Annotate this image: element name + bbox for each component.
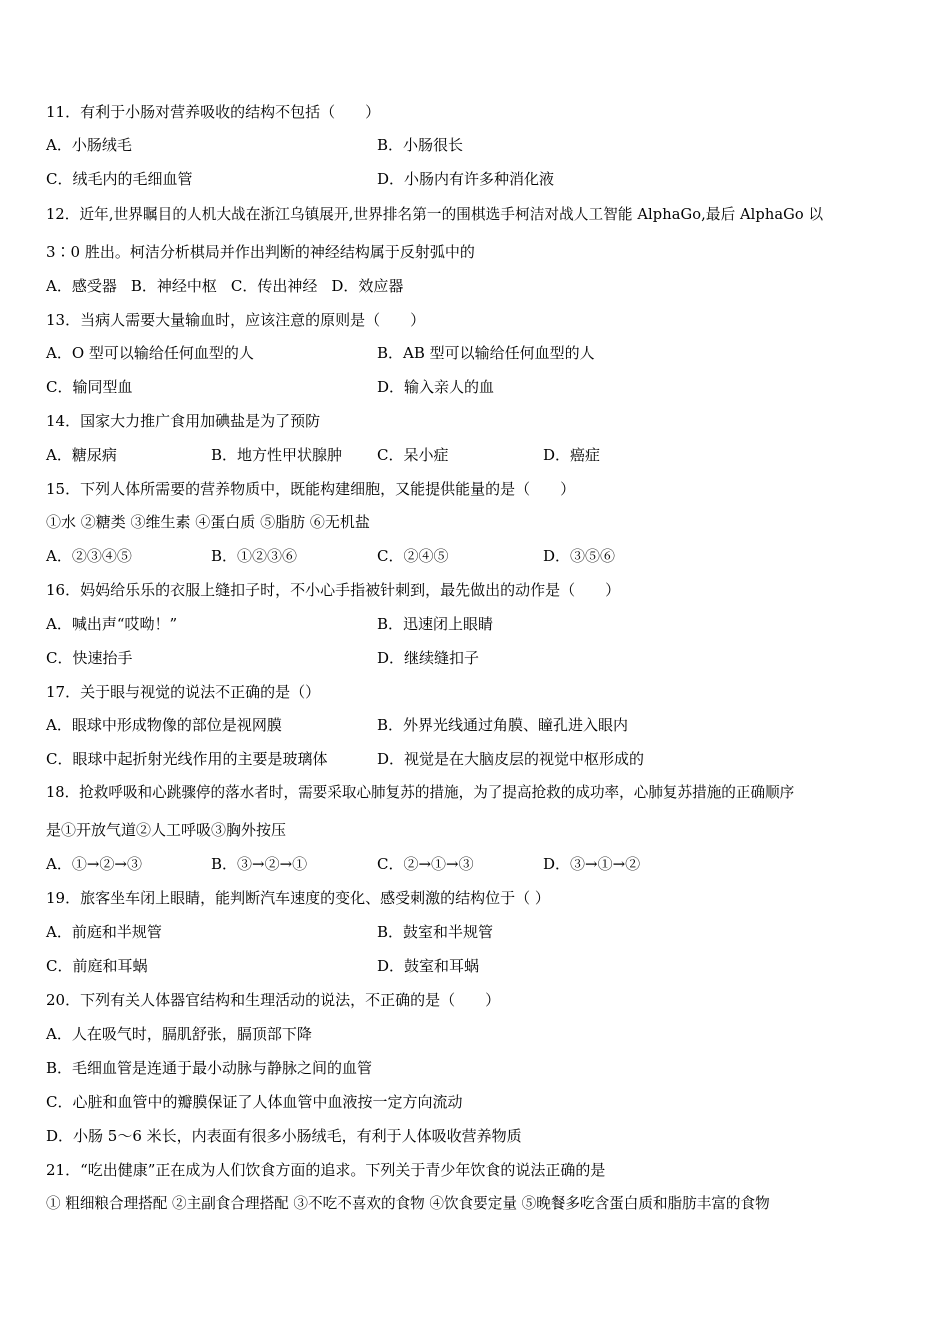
- question-20-stem: 20．下列有关人体器官结构和生理活动的说法，不正确的是（ ）: [46, 991, 501, 1009]
- question-13-option-a: A．O 型可以输给任何血型的人: [46, 344, 254, 362]
- question-17-option-b: B．外界光线通过角膜、瞳孔进入眼内: [377, 716, 629, 734]
- question-16-option-c: C．快速抬手: [46, 649, 133, 667]
- question-18-stem-line1: 18．抢救呼吸和心跳骤停的落水者时，需要采取心肺复苏的措施，为了提高抢救的成功率，心肺复苏措施的正确顺序: [46, 784, 795, 801]
- question-14-option-d: D．癌症: [543, 446, 601, 464]
- question-15-items: ①水 ②糖类 ③维生素 ④蛋白质 ⑤脂肪 ⑥无机盐: [46, 513, 370, 531]
- question-12-option-b: B．神经中枢: [130, 277, 217, 295]
- question-15-option-d: D．③⑤⑥: [543, 547, 616, 565]
- question-20-option-c: C．心脏和血管中的瓣膜保证了人体血管中血液按一定方向流动: [46, 1093, 463, 1111]
- question-13-option-c: C．输同型血: [46, 378, 133, 396]
- question-16-option-a: A．喊出声“哎呦！”: [46, 615, 178, 633]
- question-14-option-b: B．地方性甲状腺肿: [211, 446, 343, 464]
- question-12-stem-line1: 12．近年,世界瞩目的人机大战在浙江乌镇展开,世界排名第一的围棋选手柯洁对战人工智能 AlphaGo,最后 AlphaGo 以: [46, 206, 824, 223]
- question-16-options-row1: [46, 612, 906, 636]
- question-13-options-row2: [46, 375, 906, 399]
- question-17-option-c: C．眼球中起折射光线作用的主要是玻璃体: [46, 750, 328, 768]
- question-14-options: [46, 443, 906, 467]
- question-17-options-row1: [46, 713, 906, 737]
- question-18-option-a: A．①→②→③: [46, 855, 142, 873]
- question-16-options-row2: [46, 646, 906, 670]
- question-15-option-a: A．②③④⑤: [46, 547, 132, 565]
- question-12-option-a: A．感受器: [46, 277, 117, 295]
- question-11-options-row1: [46, 133, 906, 157]
- question-12-stem-line2: 3∶0 胜出。柯洁分析棋局并作出判断的神经结构属于反射弧中的: [46, 243, 475, 261]
- question-18-option-c: C．②→①→③: [377, 855, 474, 873]
- question-19-option-d: D．鼓室和耳蜗: [377, 957, 480, 975]
- question-16-option-b: B．迅速闭上眼睛: [377, 615, 494, 633]
- question-11-option-c: C．绒毛内的毛细血管: [46, 170, 193, 188]
- question-16-option-d: D．继续缝扣子: [377, 649, 480, 667]
- question-15-stem: 15．下列人体所需要的营养物质中，既能构建细胞，又能提供能量的是（ ）: [46, 480, 576, 498]
- question-19-option-a: A．前庭和半规管: [46, 923, 162, 941]
- question-20-option-b: B．毛细血管是连通于最小动脉与静脉之间的血管: [46, 1059, 373, 1077]
- question-18-option-b: B．③→②→①: [211, 855, 308, 873]
- question-11-option-b: B．小肠很长: [377, 136, 464, 154]
- question-11-option-d: D．小肠内有许多种消化液: [377, 170, 555, 188]
- question-18-option-d: D．③→①→②: [543, 855, 641, 873]
- question-19-option-c: C．前庭和耳蜗: [46, 957, 148, 975]
- question-12-options: [46, 274, 417, 298]
- question-17-option-a: A．眼球中形成物像的部位是视网膜: [46, 716, 282, 734]
- question-17-option-d: D．视觉是在大脑皮层的视觉中枢形成的: [377, 750, 645, 768]
- question-19-options-row1: [46, 920, 906, 944]
- question-18-options: [46, 852, 906, 876]
- question-16-stem: 16．妈妈给乐乐的衣服上缝扣子时，不小心手指被针刺到，最先做出的动作是（ ）: [46, 581, 621, 599]
- question-21-items: ① 粗细粮合理搭配 ②主副食合理搭配 ③不吃不喜欢的食物 ④饮食要定量 ⑤晚餐多吃含蛋白质和脂肪丰富的食物: [46, 1195, 770, 1212]
- question-19-stem: 19．旅客坐车闭上眼睛，能判断汽车速度的变化、感受刺激的结构位于（ ）: [46, 889, 550, 907]
- question-13-options-row1: [46, 341, 906, 365]
- question-11-option-a: A．小肠绒毛: [46, 136, 132, 154]
- question-19-option-b: B．鼓室和半规管: [377, 923, 494, 941]
- question-17-options-row2: [46, 747, 906, 771]
- question-19-options-row2: [46, 954, 906, 978]
- question-12-option-c: C．传出神经: [230, 277, 318, 295]
- question-11-stem: 11．有利于小肠对营养吸收的结构不包括（ ）: [46, 103, 381, 121]
- question-17-stem: 17．关于眼与视觉的说法不正确的是（）: [46, 683, 321, 701]
- question-11-options-row2: [46, 167, 906, 191]
- question-15-option-b: B．①②③⑥: [211, 547, 298, 565]
- question-13-option-d: D．输入亲人的血: [377, 378, 495, 396]
- question-14-option-c: C．呆小症: [377, 446, 449, 464]
- question-15-options: [46, 544, 906, 568]
- question-12-option-d: D．效应器: [331, 277, 404, 295]
- question-20-option-d: D．小肠 5～6 米长，内表面有很多小肠绒毛，有利于人体吸收营养物质: [46, 1127, 522, 1145]
- question-14-stem: 14．国家大力推广食用加碘盐是为了预防: [46, 412, 321, 430]
- question-15-option-c: C．②④⑤: [377, 547, 449, 565]
- question-18-stem-line2: 是①开放气道②人工呼吸③胸外按压: [46, 821, 287, 839]
- question-20-option-a: A．人在吸气时，膈肌舒张，膈顶部下降: [46, 1025, 312, 1043]
- question-14-option-a: A．糖尿病: [46, 446, 117, 464]
- question-13-option-b: B．AB 型可以输给任何血型的人: [377, 344, 595, 362]
- question-13-stem: 13．当病人需要大量输血时，应该注意的原则是（ ）: [46, 311, 426, 329]
- question-21-stem: 21．“吃出健康”正在成为人们饮食方面的追求。下列关于青少年饮食的说法正确的是: [46, 1161, 606, 1179]
